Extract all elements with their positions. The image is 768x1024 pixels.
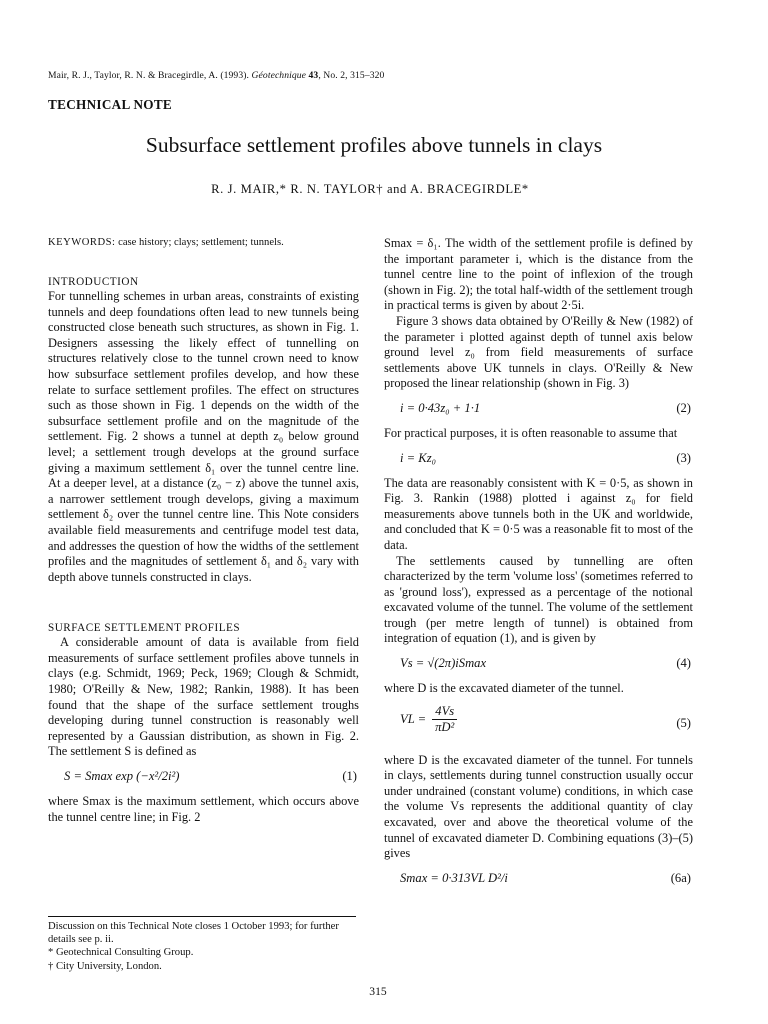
page-number: 315 xyxy=(369,985,387,998)
paper-authors: R. J. MAIR,* R. N. TAYLOR† and A. BRACEGIRDLE* xyxy=(211,182,529,196)
equation-5-lhs: VL = xyxy=(400,711,427,726)
equation-3 xyxy=(384,447,693,471)
equation-5-body xyxy=(400,704,457,736)
equation-3-number: (3) xyxy=(676,450,691,465)
right-paragraph-1: Smax = δ₁. The width of the settlement profile is defined by the important parameter i, which is the distance from the tunnel centre line to the point of inflexion of the trough (shown in Fig. 2); the total half-width of the settlement trough in practical terms is given by about 2·5i. xyxy=(384,236,693,313)
equation-6a xyxy=(384,867,693,891)
right-paragraph-3: For practical purposes, it is often reasonable to assume that xyxy=(384,425,678,440)
equation-2-number: (2) xyxy=(676,400,691,415)
equation-1-number: (1) xyxy=(342,769,357,784)
technical-note-label: TECHNICAL NOTE xyxy=(48,97,173,112)
keywords-label: KEYWORDS: xyxy=(48,237,116,248)
right-paragraph-6: where D is the excavated diameter of the tunnel. xyxy=(384,681,624,696)
equation-4-number: (4) xyxy=(676,656,691,671)
footnote-affiliation-2: † City University, London. xyxy=(48,960,162,972)
right-paragraph-5: The settlements caused by tunnelling are often characterized by the term 'volume loss' (sometimes referred to as 'ground loss'), expressed as a percentage of the notional excavated volume of the tunnel. The volume of the settlement trough (per metre length of tunnel) is obtained from integration of equation (1), and is given by xyxy=(384,553,693,646)
citation-journal: Géotechnique xyxy=(251,70,307,81)
equation-2 xyxy=(384,397,693,421)
paper-title: Subsurface settlement profiles above tunnels in clays xyxy=(145,133,603,157)
right-paragraph-7: where D is the excavated diameter of the tunnel. For tunnels in clays, settlements during tunnel construction usually occur under undrained (constant volume) conditions, in which case the volume Vs represents the additional quantity of clay excavated, over and above the theoretical volume of the tunnel of excavated diameter D. Combining equations (3)–(5) gives xyxy=(384,752,693,861)
citation-authors: Mair, R. J., Taylor, R. N. & Bracegirdle, A. (1993). xyxy=(48,70,250,81)
equation-6a-body: Smax = 0·313VL D²/i xyxy=(400,870,508,885)
keywords-list: case history; clays; settlement; tunnels. xyxy=(115,237,284,248)
surface-heading: SURFACE SETTLEMENT PROFILES xyxy=(48,622,241,635)
footnotes xyxy=(48,916,356,973)
intro-heading: INTRODUCTION xyxy=(48,276,139,288)
intro-paragraph: For tunnelling schemes in urban areas, constraints of existing tunnels and deep foundations often lead to new tunnels being constructed close beneath such structures, as shown in Fig. 1. Designers assessing the likely effect of tunnelling on structures relatively close to the tunnel crown need to know how subsurface settlement profiles develop, and how these relate to surface settlement profiles. The effect on structures such as those shown in Fig. 1 depends on the width of the subsurface settlement profile and on the magnitude of the settlement. Fig. 2 shows a tunnel at depth z₀ below ground level; a settlement trough develops at the ground surface giving a maximum settlement δ₁ over the tunnel centre line. At a deeper level, at a distance (z₀ − z) above the tunnel axis, a narrower settlement trough develops, giving a maximum settlement δ₂ over the tunnel centre line. This Note considers available field measurements and centrifuge model test data, and addresses the question of how the widths of the settlement profiles and the magnitudes of settlement δ₁ and δ₂ vary with depth above tunnels constructed in clays. xyxy=(48,289,359,584)
footnote-affiliation-1: * Geotechnical Consulting Group. xyxy=(48,947,194,959)
right-paragraph-2: Figure 3 shows data obtained by O'Reilly & New (1982) of the parameter i plotted against depth of tunnel axis below ground level z₀ from field measurements of surface settlements above UK tunnels in clays. O'Reilly & New proposed the linear relationship (shown in Fig. 3) xyxy=(384,313,693,391)
citation-rest: , No. 2, 315–320 xyxy=(318,70,385,81)
surface-paragraph: A considerable amount of data is available from field measurements of surface settlement profiles above tunnels in clays (e.g. Schmidt, 1969; Peck, 1969; Clough & Schmidt, 1980; O'Reilly & New, 1982; Rankin, 1988). It has been found that the shape of the surface settlement troughs developing during tunnel construction is reasonably well represented by a Gaussian distribution, as shown in Fig. 2. The settlement S is defined as xyxy=(48,635,359,759)
equation-4 xyxy=(384,652,693,676)
equation-1 xyxy=(48,765,359,789)
right-paragraph-4: The data are reasonably consistent with K = 0·5, as shown in Fig. 3. Rankin (1988) plotted i against z₀ for field measurements above tunnels both in the UK and worldwide, and concluded that K = 0·5 was a reasonable fit to most of the data. xyxy=(384,475,693,552)
equation-5-denominator: πD² xyxy=(435,720,455,735)
equation-2-body: i = 0·43z₀ + 1·1 xyxy=(400,400,481,415)
footnote-discussion: Discussion on this Technical Note closes 1 October 1993; for further details see p. ii. xyxy=(48,921,339,946)
equation-5 xyxy=(384,702,693,748)
equation-5-fraction xyxy=(432,704,457,736)
equation-3-body: i = Kz₀ xyxy=(400,450,436,465)
keywords xyxy=(48,236,359,250)
right-column xyxy=(384,236,693,896)
citation-line xyxy=(48,70,728,81)
citation-volume: 43 xyxy=(308,70,319,81)
equation-5-numerator: 4Vs xyxy=(432,704,457,721)
equation-1-body: S = Smax exp (−x²/2i²) xyxy=(64,769,180,784)
after-equation-1: where Smax is the maximum settlement, which occurs above the tunnel centre line; in Fig. 2 xyxy=(48,794,359,824)
equation-4-body: Vs = √(2π)iSmax xyxy=(400,656,487,671)
left-column xyxy=(48,236,359,825)
equation-6a-number: (6a) xyxy=(670,870,691,885)
equation-5-number: (5) xyxy=(676,715,691,730)
